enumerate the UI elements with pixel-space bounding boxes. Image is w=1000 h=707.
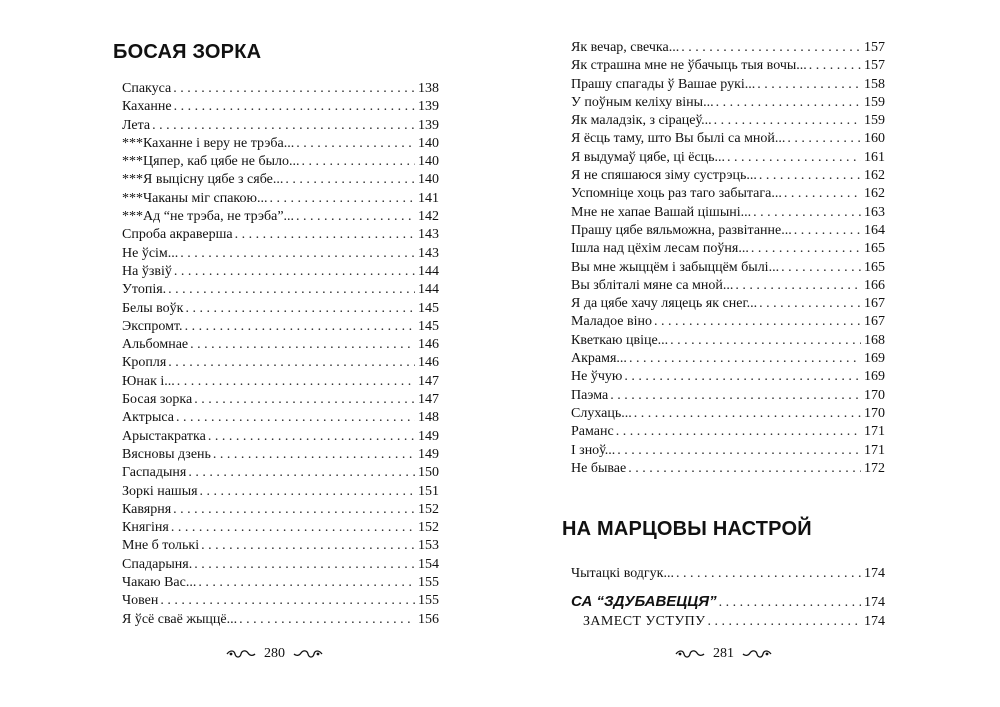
toc-entry[interactable] — [571, 185, 885, 203]
toc-entry[interactable] — [122, 300, 439, 318]
toc-entry-title: Не ўчую — [571, 369, 623, 385]
toc-entry-title: Утопія. — [122, 282, 167, 298]
toc-entry-page: 157 — [864, 58, 885, 74]
toc-entry[interactable] — [571, 204, 885, 222]
toc-entry[interactable] — [122, 409, 439, 427]
toc-entry-page: 158 — [864, 76, 885, 92]
toc-entry[interactable] — [571, 423, 885, 441]
toc-entry[interactable] — [122, 153, 439, 171]
dot-leader — [174, 263, 415, 281]
toc-entry-title: Спадарыня. — [122, 556, 193, 572]
page-number: 281 — [713, 646, 734, 661]
dot-leader — [735, 277, 861, 295]
toc-entry[interactable] — [571, 240, 885, 258]
dot-leader — [194, 391, 415, 409]
toc-entry-title: Акрамя... — [571, 351, 627, 367]
dot-leader — [174, 98, 415, 116]
toc-entry[interactable] — [122, 391, 439, 409]
dot-leader — [185, 318, 415, 336]
toc-entry-title: Княгіня — [122, 520, 169, 536]
toc-entry-title: Я выдумаў цябе, ці ёсць... — [571, 149, 726, 165]
toc-entry-page: 144 — [418, 263, 439, 279]
toc-entry-title: Як страшна мне не ўбачыць тыя вочы... — [571, 58, 807, 74]
toc-entry[interactable] — [571, 149, 885, 167]
toc-entry-title: Вы мне жыццём і забыццём былі... — [571, 259, 780, 275]
toc-entry[interactable] — [122, 80, 439, 98]
toc-entry[interactable] — [122, 226, 439, 244]
dot-leader — [269, 190, 415, 208]
toc-entry-page: 153 — [418, 538, 439, 554]
toc-entry-page: 167 — [864, 296, 885, 312]
toc-subsection-title: СА “ЗДУБАВЕЦЦЯ” — [571, 593, 717, 610]
toc-entry-page: 162 — [864, 186, 885, 202]
right-toc-list-3 — [571, 591, 885, 631]
dot-leader — [296, 135, 415, 153]
toc-entry[interactable] — [571, 387, 885, 405]
dot-leader — [168, 354, 415, 372]
toc-entry[interactable] — [122, 537, 439, 555]
dot-leader — [759, 167, 861, 185]
toc-entry-page: 152 — [418, 520, 439, 536]
toc-entry-title: ***Ад “не трэба, не трэба”... — [122, 209, 295, 225]
toc-entry[interactable] — [571, 57, 885, 75]
toc-entry-title: Экспромт. — [122, 318, 183, 334]
dot-leader — [616, 423, 861, 441]
toc-entry-page: 149 — [418, 446, 439, 462]
toc-entry[interactable] — [122, 98, 439, 116]
toc-entry-page: 146 — [418, 355, 439, 371]
dot-leader — [716, 94, 861, 112]
toc-entry-title: Кветкаю цвіце... — [571, 332, 669, 348]
dot-leader — [177, 373, 415, 391]
right-toc-list — [571, 39, 885, 478]
dot-leader — [654, 313, 861, 331]
toc-entry-title: Маладое віно — [571, 314, 652, 330]
dot-leader — [628, 460, 861, 478]
toc-entry-title: Не бывае — [571, 460, 627, 476]
toc-entry-page: 145 — [418, 300, 439, 316]
toc-entry-page: 165 — [864, 259, 885, 275]
toc-entry-title: Лета — [122, 117, 151, 133]
toc-entry[interactable] — [571, 222, 885, 240]
toc-entry-title: Успомніце хоць раз таго забытага... — [571, 186, 782, 202]
toc-entry-page: 139 — [418, 99, 439, 115]
flourish-left-icon — [226, 649, 256, 659]
dot-leader — [188, 464, 415, 482]
toc-entry[interactable] — [122, 354, 439, 372]
toc-entry-title: Раманс — [571, 424, 614, 440]
flourish-right-icon — [293, 649, 323, 659]
dot-leader — [759, 295, 861, 313]
toc-entry-title: Арыстакратка — [122, 428, 206, 444]
toc-entry[interactable] — [571, 442, 885, 460]
toc-entry-page: 146 — [418, 337, 439, 353]
toc-entry-page: 149 — [418, 428, 439, 444]
toc-entry-page: 155 — [418, 575, 439, 591]
toc-entry[interactable] — [571, 277, 885, 295]
toc-entry-page: 140 — [418, 172, 439, 188]
toc-entry-title: Прашу цябе вяльможна, развітанне... — [571, 222, 792, 238]
toc-entry-title: Чакаю Вас... — [122, 575, 197, 591]
toc-entry-title: Зоркі нашыя — [122, 483, 198, 499]
toc-entry-page: 139 — [418, 117, 439, 133]
toc-entry[interactable] — [571, 112, 885, 130]
toc-entry-title: Човен — [122, 593, 159, 609]
toc-entry[interactable] — [571, 76, 885, 94]
toc-entry-page: 141 — [418, 190, 439, 206]
toc-entry[interactable] — [571, 130, 885, 148]
toc-entry-page: 145 — [418, 318, 439, 334]
dot-leader — [235, 226, 415, 244]
toc-entry-page: 174 — [864, 595, 885, 610]
dot-leader — [753, 204, 861, 222]
toc-entry-page: 142 — [418, 209, 439, 225]
dot-leader — [173, 501, 415, 519]
toc-entry[interactable] — [122, 373, 439, 391]
toc-entry-page: 162 — [864, 168, 885, 184]
toc-entry[interactable] — [571, 313, 885, 331]
toc-entry[interactable] — [571, 350, 885, 368]
toc-entry-title: І зноў... — [571, 442, 616, 458]
toc-entry[interactable] — [122, 117, 439, 135]
toc-entry[interactable] — [122, 556, 439, 574]
toc-entry-page: 161 — [864, 149, 885, 165]
toc-entry-title: Кавярня — [122, 501, 172, 517]
toc-entry-title: ***Цяпер, каб цябе не было... — [122, 154, 300, 170]
toc-entry-page: 138 — [418, 81, 439, 96]
dot-leader — [634, 405, 861, 423]
dot-leader — [194, 556, 415, 574]
toc-entry-page: 150 — [418, 465, 439, 481]
dot-leader — [180, 245, 415, 263]
dot-leader — [296, 208, 415, 226]
left-toc-list — [122, 80, 439, 629]
toc-entry[interactable] — [122, 428, 439, 446]
toc-entry[interactable] — [122, 501, 439, 519]
dot-leader — [784, 185, 861, 203]
toc-entry-page: 144 — [418, 282, 439, 298]
toc-entry-title: ***Я выцісну цябе з сябе... — [122, 172, 284, 188]
toc-entry[interactable] — [122, 208, 439, 226]
dot-leader — [200, 483, 415, 501]
dot-leader — [201, 537, 415, 555]
toc-entry-page: 140 — [418, 154, 439, 170]
dot-leader — [302, 153, 416, 171]
right-toc-list-2 — [571, 565, 885, 583]
toc-entry-page: 155 — [418, 593, 439, 609]
dot-leader — [152, 117, 415, 135]
page-number-footer — [675, 646, 772, 662]
toc-entry-page: 170 — [864, 387, 885, 403]
toc-entry[interactable] — [571, 332, 885, 350]
dot-leader — [160, 592, 415, 610]
dot-leader — [185, 300, 415, 318]
toc-entry-page: 143 — [418, 227, 439, 243]
toc-entry-page: 147 — [418, 392, 439, 408]
toc-entry-title: Як вечар, свечка... — [571, 40, 680, 55]
toc-entry-page: 157 — [864, 40, 885, 55]
toc-entry[interactable] — [122, 592, 439, 610]
toc-entry[interactable] — [122, 281, 439, 299]
toc-entry[interactable] — [571, 39, 885, 57]
toc-entry[interactable] — [122, 263, 439, 281]
toc-entry-title: Каханне — [122, 99, 172, 115]
dot-leader — [198, 574, 415, 592]
toc-entry[interactable] — [122, 318, 439, 336]
toc-entry-title: Мне не хапае Вашай цішыні... — [571, 204, 752, 220]
toc-entry[interactable] — [122, 135, 439, 153]
dot-leader — [707, 613, 861, 631]
dot-leader — [617, 442, 861, 460]
toc-entry-title: Паэма — [571, 387, 609, 403]
section-heading-na-martsovy-nastroi: НА МАРЦОВЫ НАСТРОЙ — [562, 518, 812, 540]
dot-leader — [676, 565, 861, 583]
toc-entry-page: 169 — [864, 369, 885, 385]
toc-entry-title: Чытацкі водгук... — [571, 566, 674, 581]
right-page — [500, 0, 1000, 707]
toc-entry[interactable] — [571, 94, 885, 112]
toc-entry-title: ***Чаканы міг спакою... — [122, 190, 268, 206]
toc-entry-page: 174 — [864, 614, 885, 629]
toc-entry-title: Я да цябе хачу ляцець як снег... — [571, 296, 758, 312]
dot-leader — [670, 332, 861, 350]
toc-entry[interactable] — [571, 368, 885, 386]
toc-entry-page: 154 — [418, 556, 439, 572]
toc-entry-title: Актрыса — [122, 410, 175, 426]
page-number-footer — [226, 646, 323, 662]
toc-entry-page: 168 — [864, 332, 885, 348]
toc-entry[interactable] — [122, 446, 439, 464]
dot-leader — [719, 592, 861, 614]
toc-entry[interactable] — [122, 171, 439, 189]
toc-entry-title: Прашу спагады ў Вашае рукі... — [571, 76, 756, 92]
page-number: 280 — [264, 646, 285, 661]
toc-entry[interactable] — [122, 336, 439, 354]
toc-entry-page: 160 — [864, 131, 885, 147]
toc-entry-title: Мне б толькі — [122, 538, 200, 554]
section-heading-bosaya-zorka: БОСАЯ ЗОРКА — [113, 41, 262, 63]
dot-leader — [794, 222, 861, 240]
toc-entry-title: Вясновы дзень — [122, 446, 211, 462]
toc-entry-title: Я не спяшаюся зіму сустрэць... — [571, 168, 757, 184]
flourish-left-icon — [675, 649, 705, 659]
dot-leader — [176, 409, 415, 427]
dot-leader — [809, 57, 861, 75]
flourish-right-icon — [742, 649, 772, 659]
toc-entry-page: 147 — [418, 373, 439, 389]
toc-entry[interactable] — [571, 460, 885, 478]
toc-entry-page: 172 — [864, 460, 885, 476]
toc-entry-page: 163 — [864, 204, 885, 220]
toc-entry-title: Ішла над цёхім лесам поўня... — [571, 241, 749, 257]
toc-entry-page: 143 — [418, 245, 439, 261]
toc-entry-title: На ўзвіў — [122, 263, 172, 279]
dot-leader — [190, 336, 415, 354]
dot-leader — [208, 428, 415, 446]
toc-entry[interactable] — [122, 519, 439, 537]
dot-leader — [629, 350, 861, 368]
toc-entry-page: 170 — [864, 405, 885, 421]
dot-leader — [610, 387, 861, 405]
toc-entry-page: 174 — [864, 566, 885, 581]
toc-entry-title: У поўным келіху віны... — [571, 94, 714, 110]
dot-leader — [239, 611, 415, 629]
toc-subsection[interactable] — [571, 591, 885, 613]
toc-entry-title: Гаспадыня — [122, 465, 187, 481]
toc-entry-title: Я ёсць таму, што Вы былі са мной... — [571, 131, 786, 147]
toc-entry[interactable] — [122, 611, 439, 629]
toc-entry[interactable] — [571, 295, 885, 313]
toc-entry[interactable] — [571, 167, 885, 185]
dot-leader — [681, 39, 861, 57]
toc-entry-title: Спакуса — [122, 81, 172, 96]
toc-entry-page: 148 — [418, 410, 439, 426]
toc-entry-title: Слухаць... — [571, 405, 632, 421]
toc-entry-title: Альбомнае — [122, 337, 189, 353]
toc-entry[interactable] — [122, 190, 439, 208]
toc-entry[interactable] — [122, 574, 439, 592]
toc-entry-page: 151 — [418, 483, 439, 499]
toc-entry-page: 140 — [418, 135, 439, 151]
toc-entry-title: Кропля — [122, 355, 167, 371]
toc-entry-title: Белы воўк — [122, 300, 184, 316]
dot-leader — [781, 259, 861, 277]
toc-entry-title: Спроба акраверша — [122, 227, 233, 243]
toc-entry-title: ЗАМЕСТ УСТУПУ — [583, 614, 706, 629]
toc-entry[interactable] — [122, 464, 439, 482]
toc-entry-title: Вы збліталі мяне са мной... — [571, 277, 734, 293]
toc-entry-page: 167 — [864, 314, 885, 330]
toc-entry-page: 152 — [418, 501, 439, 517]
dot-leader — [787, 130, 861, 148]
dot-leader — [213, 446, 415, 464]
toc-entry[interactable] — [122, 483, 439, 501]
toc-entry-page: 156 — [418, 611, 439, 627]
toc-entry-page: 171 — [864, 442, 885, 458]
toc-entry-title: Не ўсім... — [122, 245, 179, 261]
dot-leader — [757, 76, 861, 94]
toc-entry[interactable] — [571, 613, 885, 631]
toc-entry[interactable] — [571, 565, 885, 583]
dot-leader — [171, 519, 415, 537]
toc-entry-title: Юнак і... — [122, 373, 175, 389]
toc-entry-page: 169 — [864, 351, 885, 367]
toc-entry[interactable] — [122, 245, 439, 263]
toc-entry[interactable] — [571, 259, 885, 277]
toc-entry-page: 164 — [864, 222, 885, 238]
toc-entry-page: 165 — [864, 241, 885, 257]
toc-entry-page: 159 — [864, 113, 885, 129]
toc-entry-title: Я ўсё сваё жыццё... — [122, 611, 238, 627]
toc-entry-page: 166 — [864, 277, 885, 293]
toc-entry-title: Як маладзік, з сірацеў... — [571, 113, 712, 129]
dot-leader — [173, 80, 415, 98]
toc-entry[interactable] — [571, 405, 885, 423]
toc-entry-page: 159 — [864, 94, 885, 110]
dot-leader — [751, 240, 861, 258]
dot-leader — [714, 112, 861, 130]
dot-leader — [168, 281, 415, 299]
dot-leader — [285, 171, 415, 189]
toc-entry-title: ***Каханне і веру не трэба... — [122, 135, 295, 151]
dot-leader — [727, 149, 861, 167]
toc-entry-page: 171 — [864, 424, 885, 440]
dot-leader — [624, 368, 861, 386]
toc-entry-title: Босая зорка — [122, 392, 193, 408]
